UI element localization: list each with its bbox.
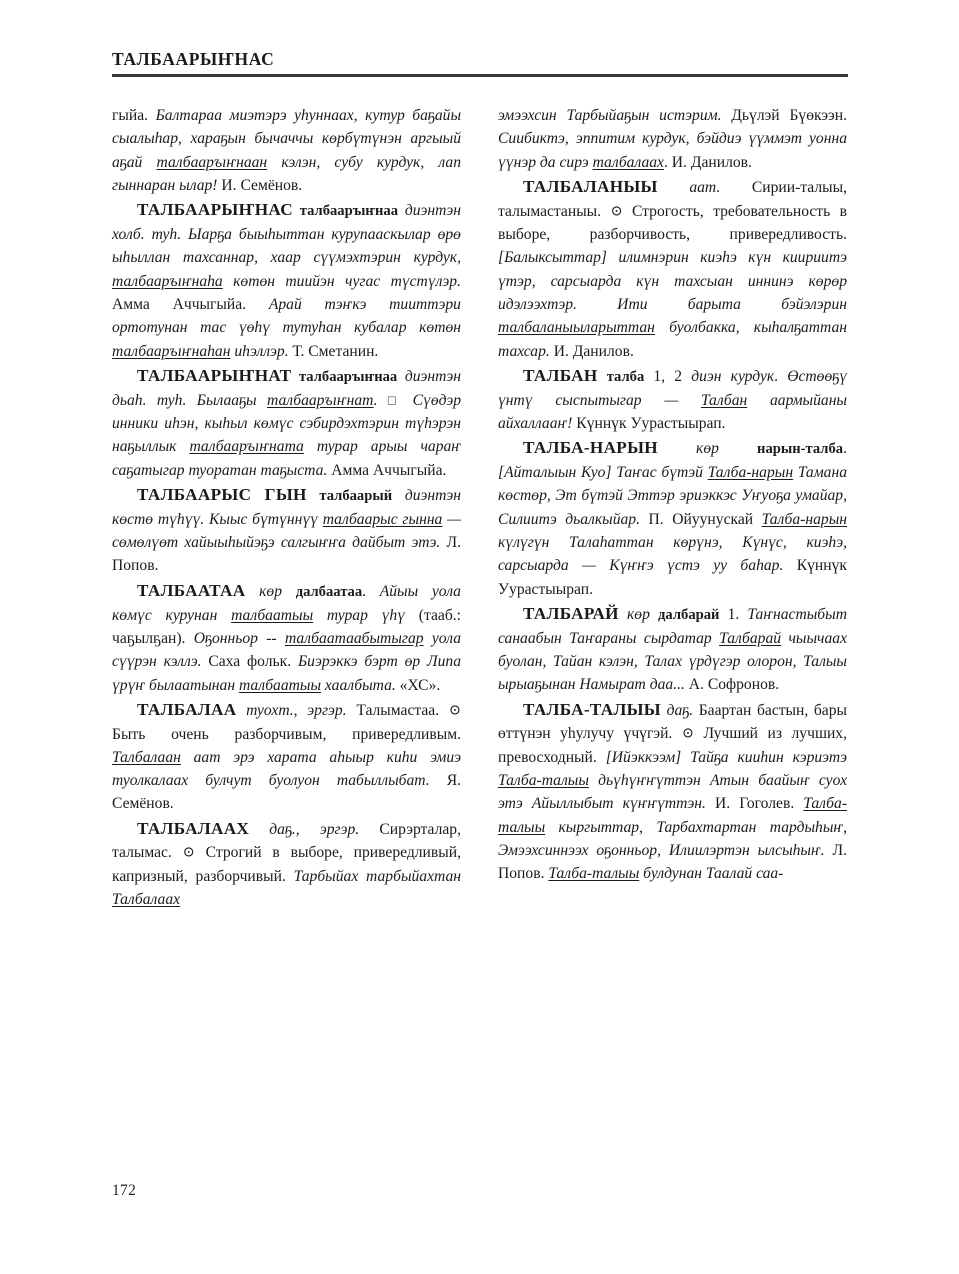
dictionary-entry	[498, 174, 847, 363]
cross-reference-target: далбарай	[658, 606, 720, 623]
entry-keyword: Талбарай	[719, 629, 782, 647]
carryover-keyword: талбааръıҥнаан	[156, 153, 268, 171]
entry-example-2: көтөн тиийэн чугас түстүлэр.	[222, 272, 461, 290]
headword: ТАЛБА-ТАЛЫЫ	[523, 699, 661, 719]
headword: ТАЛБАЛАА	[137, 699, 237, 719]
entry-example-4: уола сүүрэн кэллэ.	[112, 629, 461, 671]
entry-definition-russian: Строгость, требовательность в выборе, разборчивость, привередливость.	[498, 202, 847, 243]
entry-example-2: турар үһү	[313, 606, 406, 624]
dictionary-entry	[112, 197, 461, 363]
dictionary-entry	[112, 363, 461, 482]
entry-punct: .	[362, 582, 380, 600]
entry-bracket-gloss: [Ийэккээм]	[605, 748, 682, 766]
carryover-source: Дьүлэй Бүөкээн.	[721, 107, 847, 124]
column-right	[498, 104, 847, 1164]
dictionary-entry	[112, 697, 461, 816]
headword-related-form: талбааръıҥнаа	[298, 368, 398, 385]
entry-source: Күннүк Уурастыырап.	[572, 414, 726, 432]
entry-keyword: талбаланыыларыттан	[498, 319, 655, 337]
headword-related-form: талбааръıҥнаа	[299, 203, 399, 220]
entry-example-3: күлүгүн Талаһаттан көрүнэ, Күнүс, киэһэ, сарсыарда — Күҥҥэ үстэ уу баһар.	[498, 534, 847, 575]
headword: ТАЛБАН	[523, 365, 598, 385]
entry-example-3: турар арыы чараҥ саҕатыгар туоратан таҕыста.	[112, 438, 461, 479]
entry-definition-yakut: Баартан бастын, бары өттүнэн уһулучу үчүгэй.	[498, 701, 848, 743]
entry-keyword: талбааръıҥнаһа	[112, 272, 223, 290]
entry-source: Л. Попов.	[112, 534, 462, 575]
entry-keyword-2: талбааръıҥната	[189, 438, 304, 456]
dictionary-entry	[112, 578, 461, 697]
entry-source: А. Софронов.	[684, 676, 780, 694]
entry-keyword: Талбан	[700, 391, 748, 409]
entry-definition-yakut: Сирэрталар, талымас.	[112, 820, 461, 862]
entry-example-3: Арай тэҥкэ тииттэри ортотунан тас үөһү тутуһан кубалар көтөн	[112, 296, 461, 337]
cross-reference-target: далбаатаа	[295, 583, 363, 600]
entry-keyword: талбааръıҥнат	[267, 391, 374, 409]
entry-source: Амма Аччыгыйа.	[112, 296, 269, 313]
entry-example-2: Тамана көстөр, Эт бүтэй Эттэр эриэккэс Уҥуоҕа умайар, Силиитэ дьалкыйар.	[498, 464, 848, 528]
entry-example-4: булдунан Таалай саа-	[639, 865, 784, 883]
entry-sense-numbers: 1, 2	[644, 367, 692, 385]
entry-source: П. Ойуунускай	[640, 510, 762, 528]
entry-grammar: даҕ., эргэр.	[269, 820, 360, 838]
entry-source-2: «ХС».	[395, 676, 441, 694]
entry-example: Таҥнастыбыт санаабын Таҥараны сырдатар	[498, 605, 847, 647]
headword: ТАЛБАЛААХ	[137, 818, 250, 838]
entry-source: Амма Аччыгыйа.	[327, 461, 447, 479]
entry-example: Ыарҕа быыһыттан курупааскылар өрө ыһыллан тахсаннар, хаар сүүмэхтэрин курдук,	[112, 226, 461, 267]
carryover-source-2: . И. Данилов.	[663, 153, 752, 171]
headword: ТАЛБАРАЙ	[523, 603, 619, 623]
entry-keyword-3: талбаатыы	[238, 676, 322, 694]
carryover-italic: Балтараа миэтэрэ уһуннаах, кутур баҕайы сыалыһар, хараҕын бычаччы көрбүтүнэн аргыый аҕай	[112, 107, 462, 171]
entry-grammar: диэнтэн холб. туһ.	[112, 202, 461, 244]
entry-keyword-2: Талба-нарын	[761, 510, 847, 528]
entry-grammar: диэнтэн дьаһ. туһ.	[112, 367, 461, 409]
dictionary-entry	[112, 816, 461, 912]
entry-keyword-2: Талба-талыы	[498, 795, 848, 836]
dictionary-entry	[498, 435, 847, 601]
cross-reference-label: көр	[259, 582, 282, 600]
entry-punct: .	[843, 440, 847, 458]
headword-related-form: талбаарый	[319, 488, 393, 504]
carryover-italic-2: Сиибиктэ, эппитим курдук, бэйдиэ үүммэт уонна үүнэр да сирэ	[498, 130, 847, 171]
entry-keyword: Талба-нарын	[707, 464, 794, 482]
headword-related-form: талба	[606, 368, 645, 385]
text-columns	[112, 104, 848, 1164]
entry-keyword: талбаарыс гынна	[322, 510, 443, 528]
entry-example-3: Оҕонньор --	[193, 629, 285, 647]
entry-definition-russian: Быть очень разборчивым, привередливым.	[112, 725, 461, 743]
carryover-paragraph	[112, 104, 461, 197]
entry-example: Тайҕа кииһин кэриэтэ	[681, 748, 847, 766]
carryover-italic-2: кэлэн, субу курдук, лап гыннаран ылар!	[112, 153, 462, 194]
dictionary-entry	[498, 697, 847, 886]
entry-definition-yakut: Талымастаа.	[346, 701, 449, 719]
entry-source-2: Л. Попов.	[498, 841, 848, 883]
entry-note: (тааб.: чаҕылҕан).	[112, 606, 461, 647]
entry-punct: .	[373, 391, 388, 409]
entry-keyword: Талбалаах	[112, 891, 181, 909]
cross-reference-label: көр	[696, 440, 719, 458]
carryover-paragraph	[498, 104, 847, 174]
entry-example-2: буолбакка, кыһалҕаттан тахсар.	[498, 319, 847, 360]
entry-keyword-3: Талба-талыы	[548, 865, 640, 883]
column-left	[112, 104, 461, 1164]
running-head-text: ТАЛБААРЫҤНАС	[112, 49, 275, 69]
entry-sense-number: 1.	[719, 605, 748, 623]
entry-keyword: Талба-талыы	[498, 772, 589, 790]
headword: ТАЛБА-НАРЫН	[523, 438, 658, 458]
headword: ТАЛБААРЫҤНАТ	[137, 365, 292, 385]
carryover-source: И. Семёнов.	[217, 176, 303, 194]
entry-source: Саха фольк.	[201, 653, 298, 671]
headword: ТАЛБААРЫС ГЫН	[137, 485, 307, 504]
dictionary-entry	[498, 363, 847, 435]
entry-definition-yakut: Сирии-талыы, талымастаныы.	[498, 178, 847, 220]
entry-example-2: аармыйаны айхаллааҥ!	[498, 391, 847, 432]
carryover-plain: гыйа.	[112, 107, 156, 124]
entry-keyword-2: талбаатаабытыгар	[284, 629, 424, 647]
entry-bracket-gloss: [Айталыын Куо]	[498, 464, 612, 482]
cross-reference-label: көр	[627, 605, 650, 623]
entry-grammar: туохт., эргэр.	[246, 701, 347, 719]
dictionary-entry	[498, 601, 847, 697]
entry-punct: .	[774, 367, 788, 385]
entry-example: аат эрэ харата аһыыр киһи эмиэ туолкалаах булчут буолуон табыллыбат.	[112, 748, 461, 790]
carryover-italic: эмээхсин Тарбыйаҕын истэрим.	[498, 107, 722, 124]
entry-grammar: даҕ.	[666, 701, 694, 719]
entry-example-2: дьүһүҥҥүттэн Атын баайыҥ суох этэ Айыллыбыт күҥҥүттэн.	[498, 772, 847, 813]
entry-example: Тарбыйах тарбыйахтан	[293, 867, 461, 885]
header-rule	[112, 74, 848, 77]
entry-grammar: аат.	[689, 178, 721, 196]
entry-source: И. Данилов.	[549, 342, 634, 360]
dictionary-entry	[112, 482, 461, 578]
entry-definition-russian: Строгий в выборе, привередливый, капризный, разборчивый.	[112, 844, 461, 885]
entry-example: Былааҕы	[196, 391, 267, 409]
entry-example-6: хаалбыта.	[321, 676, 396, 694]
entry-example-2: Сүөдэр инники иһэн, кыһыл көмүс сэбирдэхтэрин түһэрэн наҕыллык	[112, 391, 461, 456]
carryover-keyword: талбалаах	[592, 153, 664, 171]
entry-source: Я. Семёнов.	[112, 772, 462, 813]
entry-example-2: — сөмөлүөт хайыыһыйэҕэ салгыҥҥа дайбыт этэ.	[112, 510, 462, 552]
sense-bullet-icon: ⊙	[681, 725, 694, 742]
entry-source-2: Күннүк Уурастыырап.	[498, 557, 847, 598]
entry-example: Кыыс бүтүннүү	[208, 510, 323, 528]
entry-example: Таҥас бүтэй	[611, 464, 708, 482]
sense-bullet-icon: ⊙	[610, 203, 623, 220]
entry-example: Айыы уола көмүс курунан	[112, 582, 461, 624]
running-head	[112, 50, 848, 77]
headword: ТАЛБАЛАНЫЫ	[523, 176, 658, 196]
entry-example-3: кыргыттар, Тарбахтартан тардыһыҥ, Эмээхсиннээх оҕонньор, Илиилэртэн ылсыһыҥ.	[498, 818, 847, 859]
entry-example: илимнэрин киэһэ күн киириитэ үтэр, сарсыарда күн тахсыан иннинэ көрөр идэлээхтэр. Ити барыта бэйэлэрин	[498, 249, 847, 313]
entry-source-2: Т. Сметанин.	[288, 342, 379, 360]
entry-example-2: чыычаах буолан, Тайан кэлэн, Талах үрдүгэр олорон, Талыы ырыаҕынан Намырат даа...	[498, 629, 847, 694]
sense-bullet-icon: ⊙	[182, 844, 195, 861]
phrase-square-icon: □	[387, 392, 403, 408]
page-number: 172	[112, 1182, 137, 1199]
headword: ТАЛБААРЫҤНАС	[137, 200, 293, 220]
entry-example-5: Биэрэккэ бэрт өр Липа үрүҥ былаатынан	[112, 653, 461, 694]
entry-definition-russian: Лучший из лучших, превосходный.	[498, 725, 847, 766]
headword: ТАЛБААТАА	[137, 580, 246, 600]
entry-example: Өстөөҕү үнтү сыспытыгар —	[498, 367, 847, 409]
entry-grammar: диэн курдук	[691, 367, 775, 385]
entry-source: И. Гоголев.	[705, 795, 804, 813]
cross-reference-target: нарын-талба	[757, 441, 844, 458]
entry-example-4: иһэллэр.	[230, 342, 289, 360]
entry-keyword: Талбалаан	[112, 748, 181, 766]
entry-grammar: диэнтэн көстө түһүү.	[112, 487, 461, 528]
entry-keyword: талбаатыы	[231, 606, 314, 624]
entry-keyword-2: талбааръıҥнаһан	[112, 342, 231, 360]
entry-bracket-gloss: [Балыксыттар]	[498, 249, 607, 267]
sense-bullet-icon: ⊙	[448, 702, 461, 719]
